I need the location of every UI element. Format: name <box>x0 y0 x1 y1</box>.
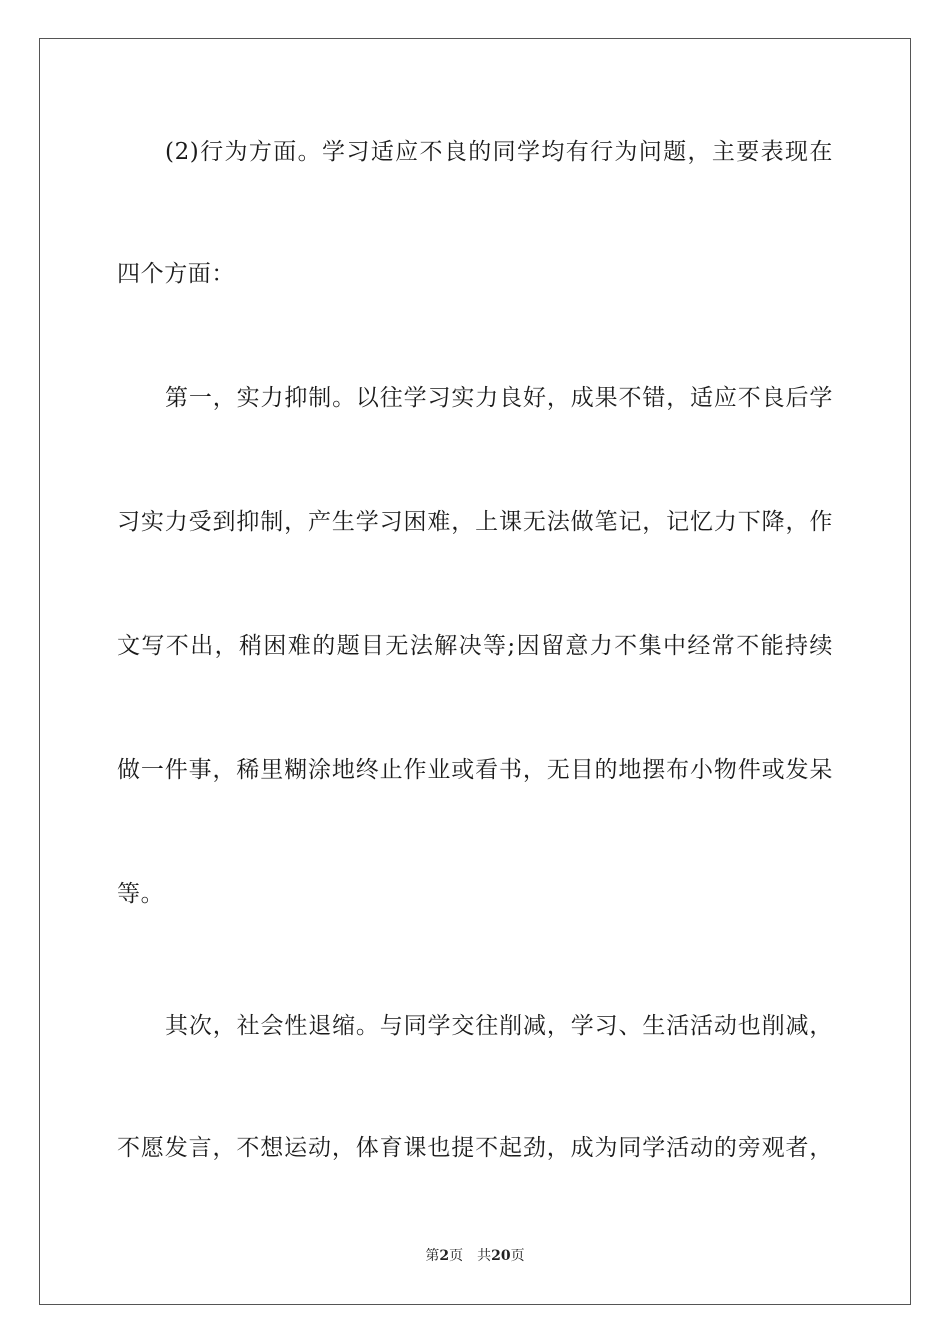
paragraph-line: 等。 <box>117 881 165 907</box>
paragraph-line: 不愿发言，不想运动，体育课也提不起劲，成为同学活动的旁观者， <box>117 1135 833 1161</box>
paragraph-line: 习实力受到抑制，产生学习困难，上课无法做笔记，记忆力下降，作 <box>117 509 833 535</box>
footer-current-page: 2 <box>439 1248 450 1264</box>
footer-total-prefix: 共 <box>477 1248 492 1264</box>
paragraph-line: 做一件事，稀里糊涂地终止作业或看书，无目的地摆布小物件或发呆 <box>117 757 833 783</box>
paragraph-line: 四个方面： <box>117 261 235 287</box>
paragraph-line: (2)行为方面。学习适应不良的同学均有行为问题，主要表现在 <box>165 139 833 165</box>
paragraph-line: 第一，实力抑制。以往学习实力良好，成果不错，适应不良后学 <box>165 385 833 411</box>
paragraph-line: 其次，社会性退缩。与同学交往削减，学习、生活活动也削减， <box>165 1013 833 1039</box>
footer-page-suffix: 页 <box>449 1248 464 1264</box>
paragraph-line: 文写不出，稍困难的题目无法解决等;因留意力不集中经常不能持续 <box>117 633 833 659</box>
footer-total-suffix: 页 <box>510 1248 525 1264</box>
footer-page-prefix: 第 <box>425 1248 440 1264</box>
page-footer <box>0 1246 950 1266</box>
page-border <box>39 38 911 1305</box>
footer-total-pages: 20 <box>491 1248 511 1264</box>
